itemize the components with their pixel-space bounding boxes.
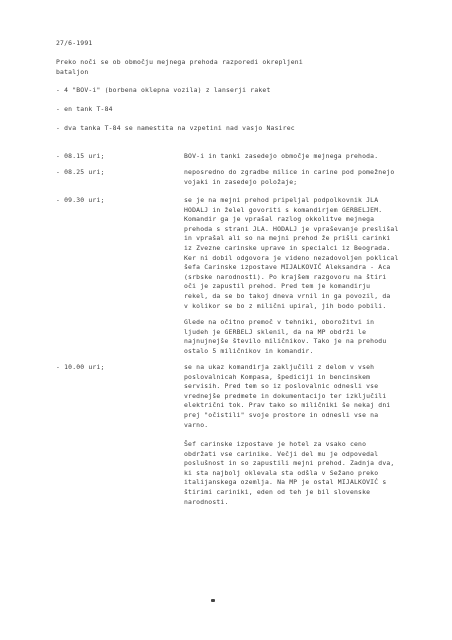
entry-line: vojaki in zasedejo položaje; [184, 177, 298, 186]
entry-line: Šef carinske izpostave je hotel za vsako ceno [184, 440, 367, 448]
entry-line: v kolikor se bo z milični upiral, jih bodo pobili. [184, 301, 387, 310]
entry-line: oči je zapustil prehod. Pred tem je komandirju [184, 282, 371, 291]
entry-line: (srbske narodnosti). Po krajšem razgovoru na štiri [184, 272, 387, 281]
entry-line: rekel, da se bo takoj dneva vrnil in ga povozil, da [184, 291, 391, 300]
entry-body [184, 152, 378, 162]
entry-line: obdržati vse carinike. Večji del mu je odpovedal [184, 449, 379, 458]
entry-body [184, 196, 399, 311]
entry-line: vrednejše predmete in dokumentacijo ter izključili [184, 391, 387, 400]
entry-line: se na ukaz komandirja zaključili z delom v vseh [184, 363, 375, 371]
entry-line: se je na mejni prehod pripeljal podpolkovnik JLA [184, 196, 379, 204]
entry-line: neposredno do zgradbe milice in carine pod pomežnejo [184, 168, 395, 176]
entry-body [184, 168, 394, 187]
entry-line: iz Zvezne carinske uprave in specialci iz Beograda. [184, 243, 391, 252]
entry-time: - 10.00 uri; [56, 363, 105, 371]
entry-line: poslušnost in so zapustili mejni prehod. Zadnja dva, [184, 459, 395, 468]
entry-time: - 08.25 uri; [56, 168, 105, 176]
entry-line: ki sta najbolj oklevala sta odšla v Sežano preko [184, 468, 379, 477]
entry-line: Komandir ga je vprašal razlog okkolitve mejnega [184, 215, 375, 224]
unit-bullet: - dva tanka T-84 se namestita na vzpetini nad vasjo Nasirec [56, 124, 295, 132]
entry-line: italijanskega ozemlja. Na MP je ostal MIJALKOVIĆ s [184, 478, 387, 487]
entry-line: narodnosti. [184, 497, 229, 506]
entry-line: štirimi cariniki, eden od teh je bil slovenske [184, 487, 371, 496]
entry-line: prehoda s strani JLA. HODALJ je vpraševanje preslišal [184, 224, 399, 233]
entry-line: šefa Carinske izpostave MIJALKOVIĆ Aleksandra - Aca [184, 263, 391, 272]
entry-body-continued [184, 440, 394, 507]
entry-line: poslovalnicah Kompasa, špediciji in bencinskem [184, 372, 371, 381]
entry-line: ostalo 5 miličnikov in komandir. [184, 346, 314, 355]
unit-bullet: - 4 "BOV-i" (borbena oklepna vozila) z lanserji raket [56, 86, 271, 94]
entry-line: Ker ni dobil odgovora je videno nezadovoljen poklical [184, 253, 399, 262]
entry-time: - 09.30 uri; [56, 196, 105, 204]
intro-line: Preko noči se ob območju mejnega prehoda razporedi okrepljeni [56, 58, 303, 66]
entry-time: - 08.15 uri; [56, 152, 105, 160]
intro-line: bataljon [56, 67, 89, 76]
unit-bullet: - en tank T-84 [56, 105, 113, 113]
entry-line: električni tok. Prav tako so miličniki še nekaj dni [184, 401, 391, 410]
entry-line: varno. [184, 420, 209, 429]
entry-line: Glede na očitno premoč v tehniki, oborožitvi in [184, 318, 375, 326]
entry-line: ljudeh je GERBELJ sklenil, da na MP obdrži le [184, 327, 367, 336]
entry-line: prej "očistili" svoje prostore in odnesli vse na [184, 410, 379, 419]
entry-line: in vprašal ali so na mejni prehod že prišli carinki [184, 234, 391, 243]
entry-body [184, 363, 390, 430]
entry-line: BOV-i in tanki zasedejo območje mejnega prehoda. [184, 152, 379, 160]
intro-paragraph [56, 58, 303, 77]
entry-line: najnujnejše število miličnikov. Tako je na prehodu [184, 337, 387, 346]
entry-body-continued [184, 318, 386, 356]
entry-line: HODALJ in želel govoriti s komandirjem GERBELJEM. [184, 205, 383, 214]
ink-dot-mark [211, 599, 215, 602]
document-date: 27/6-1991 [56, 39, 93, 47]
entry-line: servisih. Pred tem so iz poslovalnic odnesli vse [184, 382, 379, 391]
